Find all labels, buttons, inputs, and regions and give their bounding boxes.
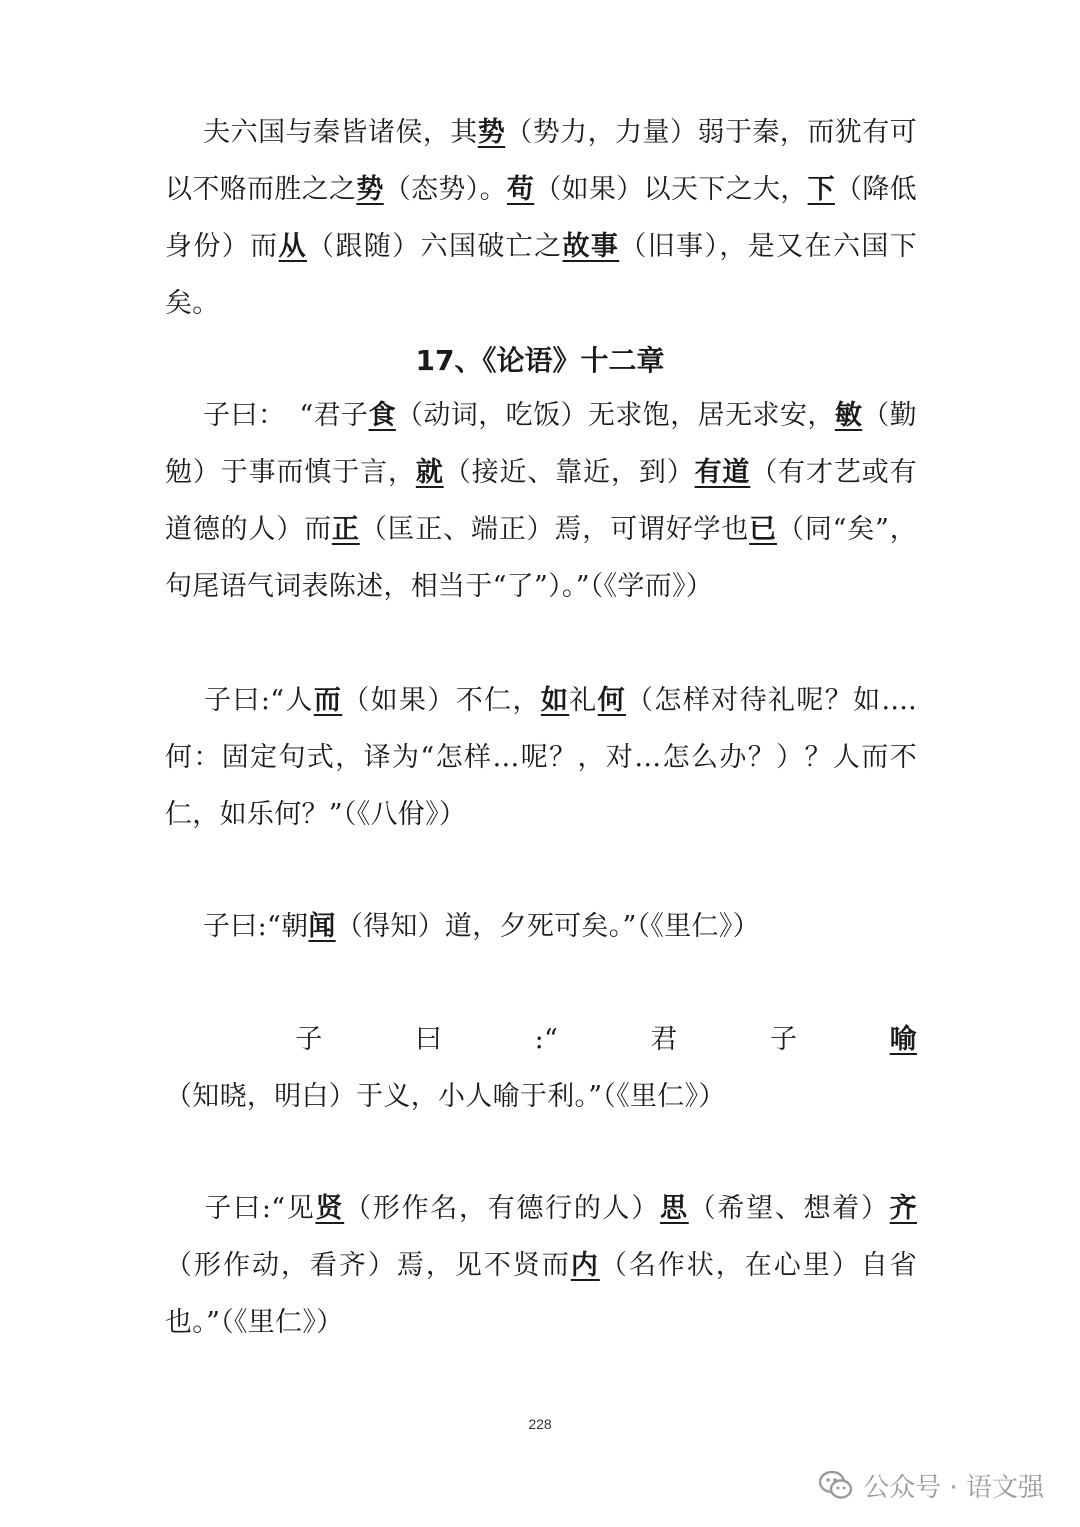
- annotated-term: 就: [415, 457, 444, 488]
- annotated-term: 何: [597, 685, 627, 716]
- annotated-term: 喻: [889, 1024, 917, 1055]
- text-segment: （旧事），是又在六国下矣。: [165, 231, 918, 319]
- wechat-icon: [819, 1470, 853, 1500]
- text-segment: 子曰:“君子: [203, 1024, 890, 1055]
- annotated-term: 已: [749, 514, 777, 545]
- annotated-term: 敏: [834, 400, 863, 431]
- text-segment: （同“矣”，句尾语气词表陈述，相当于“了”）。”（《学而》）: [165, 514, 917, 602]
- paragraph-liuguo: [165, 104, 917, 332]
- text-segment: 子曰:“朝: [203, 911, 309, 942]
- text-segment: （形作动，看齐）焉，见不贤而: [165, 1250, 571, 1281]
- annotated-term: 而: [313, 685, 343, 716]
- text-segment: （态势）。: [383, 174, 507, 205]
- annotated-term: 从: [278, 231, 307, 262]
- text-segment: （怎样对待礼呢？如....何：固定句式，译为“怎样…呢？，对…怎么办？）？人而不仁，如乐何？”（《八佾》）: [165, 685, 917, 830]
- paragraph-liren-zhaowen: [165, 898, 917, 955]
- annotated-term: 正: [331, 514, 360, 545]
- paragraph-liren-yu: [165, 1011, 917, 1125]
- watermark: [819, 1465, 1044, 1505]
- text-segment: （如果）以天下之大，: [534, 174, 808, 205]
- text-segment: （知晓，明白）于义，小人喻于利。”（《里仁》）: [165, 1081, 726, 1112]
- text-segment: （降低身份）而: [165, 174, 917, 262]
- annotated-term: 思: [659, 1193, 689, 1224]
- annotated-term: 闻: [308, 911, 336, 942]
- paragraph-xueer: [165, 387, 917, 615]
- annotated-term: 苟: [506, 174, 535, 205]
- text-segment: （勤勉）于事而慎于言，: [165, 400, 917, 488]
- text-segment: （动词，吃饭）无求饱，居无求安，: [395, 400, 835, 431]
- section-heading: 17、《论语》十二章: [415, 344, 665, 377]
- text-segment: （接近、靠近，到）: [443, 457, 695, 488]
- text-segment: 子曰:“见: [203, 1193, 316, 1224]
- text-segment: 子曰： “君子: [203, 400, 369, 431]
- text-segment: （势力，力量）弱于秦，而犹有可以不赂而胜之之: [165, 117, 918, 205]
- text-segment: （名作状，在心里）自省也。”（《里仁》）: [165, 1250, 917, 1338]
- annotated-term: 势: [356, 174, 384, 205]
- annotated-term: 齐: [889, 1193, 917, 1224]
- text-segment: （有才艺或有道德的人）而: [165, 457, 917, 545]
- annotated-term: 贤: [315, 1193, 345, 1224]
- text-segment: （希望、想着）: [688, 1193, 890, 1224]
- annotated-term: 下: [807, 174, 835, 205]
- annotated-term: 有道: [694, 457, 751, 488]
- paragraph-bayi: [165, 672, 917, 843]
- text-segment: （得知）道，夕死可矣。”（《里仁》）: [335, 911, 760, 942]
- text-segment: （匡正、端正）焉，可谓好学也: [359, 514, 750, 545]
- text-segment: 礼: [569, 685, 598, 716]
- text-segment: 夫六国与秦皆诸侯，其: [203, 117, 478, 148]
- text-segment: （形作名，有德行的人）: [344, 1193, 660, 1224]
- annotated-term: 故事: [562, 231, 620, 262]
- annotated-term: 食: [368, 400, 396, 431]
- watermark-text: 公众号 · 语文强: [863, 1472, 1044, 1503]
- annotated-term: 如: [540, 685, 570, 716]
- annotated-term: 内: [570, 1250, 600, 1281]
- page-number: 228: [528, 1416, 552, 1432]
- paragraph-liren-xianxian: [165, 1180, 917, 1351]
- text-segment: （跟随）六国破亡之: [306, 231, 563, 262]
- text-segment: 子曰:“人: [203, 685, 314, 716]
- text-segment: （如果）不仁，: [342, 685, 541, 716]
- annotated-term: 势: [477, 117, 506, 148]
